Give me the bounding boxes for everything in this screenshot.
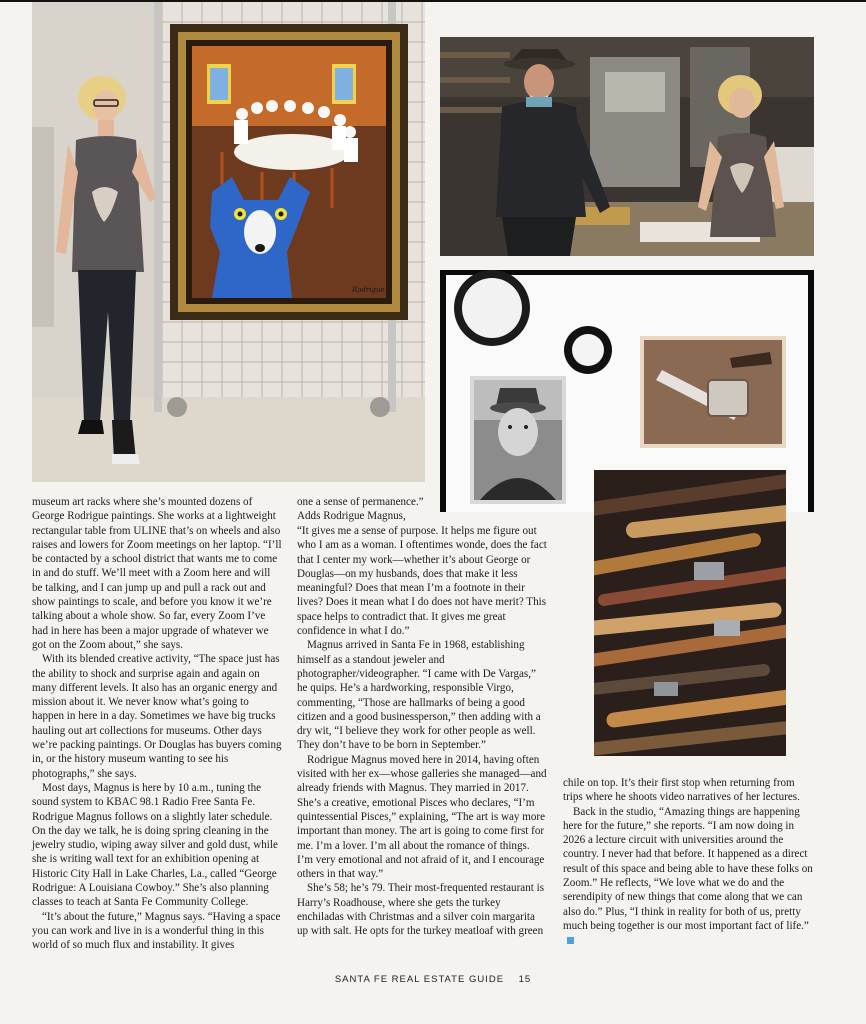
mid-top-line-2: Adds Rodrigue Magnus, xyxy=(297,510,406,523)
left-paragraph-4: “It’s about the future,” Magnus says. “Having a space you can work and live in is a wonderful thing in this world of so much flux and instability. It gives xyxy=(32,910,281,952)
article-left-column xyxy=(32,495,282,953)
article-middle-column xyxy=(297,524,547,939)
mid-paragraph-3: Rodrigue Magnus moved here in 2014, having often visited with her ex—whose galleries she managed—and already friends with Magnus. They married in 2017. She’s a creative, emotional Pisces who declares, “I’m quintessential Pisces,” explaining, “The art is way more important than money. The art is going to come first for me. I’m a lover. I’m all about the romance of things. I’m very emotional and not afraid of it, and I encourage others in that way.” xyxy=(297,753,547,881)
painting-signature: Rodrigue xyxy=(352,286,385,294)
right-paragraph-2-text: Back in the studio, “Amazing things are happening here for the future,” she reports. “I am now doing in 2026 a lecture circuit with universities around the country. I never had that before. It happened as a direct result of this space and being able to have these folks on Zoom.” He reflects, “We love what we do and the serendipity of new things that come along that we can also do.” Plus, “I think in reality for both of us, pretty much being together is our most important fact of life.” xyxy=(563,805,813,932)
right-paragraph-2 xyxy=(563,805,813,948)
end-mark-icon xyxy=(567,937,574,944)
photo-jewelry-tools-closeup xyxy=(594,470,786,756)
footer-separator xyxy=(508,974,515,985)
mid-paragraph-2: Magnus arrived in Santa Fe in 1968, establishing himself as a standout jeweler and photographer/videographer. “I came with De Vargas,” he quips. He’s a hardworking, responsible Virgo, commenting, “Those are hallmarks of being a good citizen and a good businessperson,” then adding with a dry wit, “I believe they work for other people as well. They don’t have to be born in September.” xyxy=(297,639,541,752)
article-right-column xyxy=(563,776,813,948)
left-paragraph-2: With its blended creative activity, “The space just has the ability to shock and surprise again and again on many different levels. It also has an organic energy and mission about it. We never know what’s going to happen in here in a day. Sometimes we have big trucks hauling out art collections for museums. Other days we’re packing paintings. Or Douglas has buyers coming in, or the history museum wanting to see his photographs,” she says. xyxy=(32,653,282,780)
article-middle-column-top xyxy=(297,495,447,524)
photo-woman-with-blue-dog-painting xyxy=(32,2,425,482)
left-paragraph-1: museum art racks where she’s mounted dozens of George Rodrigue paintings. She works at a lightweight rectangular table from ULINE that’s on wheels and also raises and lowers for Zoom meetings on her laptop. “I’ll be contacted by a school district that wants me to come in and do stuff. We’ll meet with a Zoom here and will be talking, and I can jump up and pull a rack out and show paintings to scale, and before you know it we’re talking about a whole show. So far, every Zoom I’ve had in here has been a major upgrade of whatever we got on the Zoom about,” she says. xyxy=(32,496,282,651)
page-number: 15 xyxy=(518,974,532,985)
mid-paragraph-1: “It gives me a sense of purpose. It helps me figure out who I am as a woman. I oftentimes wonde, does the fact that I center my work—whether it’s about George or Douglas—on my husbands, does that make it less meaningful? Does that mean I’m a footnote in their lives? Does it mean what I do does not have merit? This space helps to contradict that. It gives me great confidence in what I do.” xyxy=(297,525,547,638)
right-paragraph-1: chile on top. It’s their first stop when returning from trips where he shoots video narratives of her lectures. xyxy=(563,777,800,804)
mid-paragraph-4: She’s 58; he’s 79. Their most-frequented restaurant is Harry’s Roadhouse, where she gets the turkey enchiladas with Christmas and a silver coin margarita up with salt. He opts for the turkey meatloaf with green xyxy=(297,882,545,938)
left-paragraph-3: Most days, Magnus is here by 10 a.m., tuning the sound system to KBAC 98.1 Radio Free Santa Fe. Rodrigue Magnus follows on a slightly later schedule. On the day we talk, he is doing spring cleaning in the jewelry studio, wiping away silver and gold dust, while she is writing wall text for an exhibition opening at Historic City Hall in Lake Charles, La., called “George Rodrigue: A Louisiana Cowboy.” She’s also planning classes to teach at Santa Fe Community College. xyxy=(32,781,278,909)
photo-couple-in-jewelry-studio xyxy=(440,37,814,256)
page-footer xyxy=(0,974,866,985)
mid-top-line-1: one a sense of permanence.” xyxy=(297,496,424,508)
publication-name: SANTA FE REAL ESTATE GUIDE xyxy=(334,974,505,985)
